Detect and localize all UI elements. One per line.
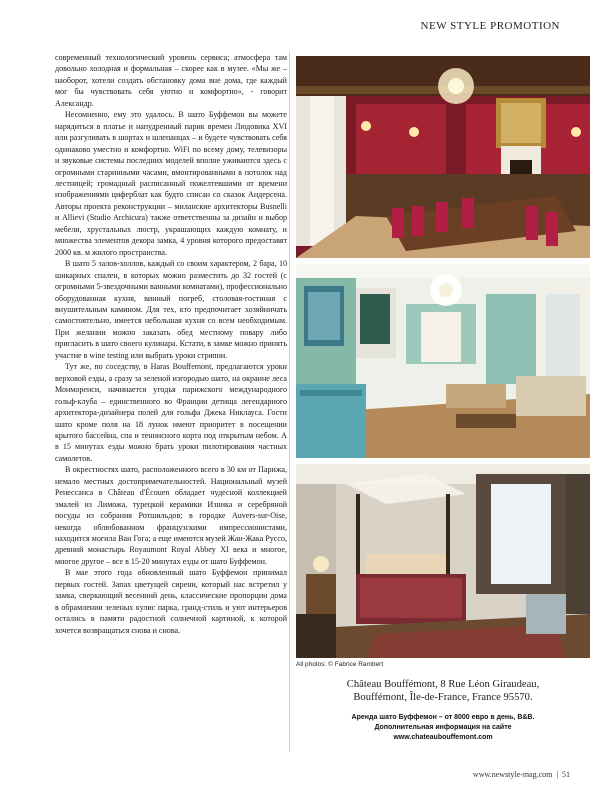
article-paragraph: В окрестностях шато, расположенного всего в 30 км от Парижа, немало местных достопримечательностей. Национальный музей Ренессанса в Château d'Écouen обладает чудесной коллекцией эмалей из Лиможа, турецкой керамики Изника и серебряной посуды из собрания Ротшильдов; в городке Auvers-sur-Oise, некогда облюбованном французскими импрессионистами, находится могила Ван Гога; а еще имеются музей Жан-Жака Руссо, древний монастырь Royaumont Royal Abbey XI века и многое, многое другое – все в 15-20 минутах езды от шато Буффемон. <box>55 465 287 566</box>
page-footer <box>473 770 570 779</box>
dining-room-photo <box>296 56 590 258</box>
article-paragraph: В шато 5 залов-холлов, каждый со своим характером, 2 бара, 10 шикарных спален, в которых можно разместить до 32 гостей (с огромными 5-звездочными ванными комнатами), профессионально оборудованная кухня, винный погреб, столовая-гостиная с внушительным камином. Для тех, кто предпочитает хозяйничать самостоятельно, имеется небольшая кухня со всем необходимым. При желании можно заказать обед местному повару либо пригласить в шато своего кулинара. Кстати, в замке можно принять участие в wine testing или выбрать уроки стряпни. <box>55 259 287 360</box>
column-divider <box>289 52 290 752</box>
bedroom-photo <box>296 464 590 658</box>
article-paragraph: Тут же, по соседству, в Haras Bouffemont, предлагаются уроки верховой езды, а сразу за зеленой изгородью шато, на окраине леса Монморенси, начинается угодья парижского международного гольф-клуба – единственного во Франции детища легендарного архитектора-дизайнера полей для гольфа Джека Никлауса. Гости шато кроме поля на 18 лунок имеют приоритет в посещении крытого бассейна, спа и теннисного корта под открытым небом. А в 15 минутах езды можно брать уроки пилотирования частных самолетов. <box>55 362 287 463</box>
article-paragraph: современный технологический уровень сервиса; атмосфера там довольно холодная и формальная – скорее как в музее. «Мы же – наоборот, хотели создать обстановку дома вне дома, где каждый мог бы чувствовать себя уютно и комфортно», - говорит Александр. <box>55 53 287 108</box>
rental-info-text: Дополнительная информация на сайте <box>374 724 512 731</box>
article-body <box>55 52 287 636</box>
article-paragraph: Несомненно, ему это удалось. В шато Буффемон вы можете нарядиться в платье и напудренный парик времен Людовика XVI или разгуливать в шортах и шлепанцах – и будете чувствовать себя одинаково уместно и комфортно. WiFi по всему дому, телевизоры и звуковые системы последних моделей вполне уживаются здесь с огромными старинными часами, вмонтированными в потолок над лестницей; громадный расписанный пожелтевшими от времени изображениями циферблат как будто списан со сказок Андерсена. Авторы проекта реконструкции – миланские архитекторы Busnelli и Allievi (Studio Archicura) также ответственны за дизайн и выбор мебели, хрустальных люстр, украшающих каждую комнату, и множества элементов декора замка, 4 уровня которого предоставят 2000 кв. м жилого пространства. <box>55 110 287 257</box>
address-line: Bouffémont, Île-de-France, France 95570. <box>353 692 533 703</box>
chateau-address <box>296 678 590 704</box>
article-paragraph: В мае этого года обновленный шато Буффемон принимал первых гостей. Запах цветущей сирени, который нас встретил у замка, сверкающий весенний день, классические пропорции дома в обрамлении зеленых кулис парка, гранд-стиль и уют интерьеров остались в памяти радостной солнечной картиной, к которой хочется возвращаться снова и снова. <box>55 568 287 635</box>
footer-site-link[interactable]: www.newstyle-mag.com <box>472 770 553 779</box>
page-number: 51 <box>562 770 570 779</box>
rental-website-link[interactable]: www.chateaubouffemont.com <box>393 734 493 741</box>
photo-credit: All photos: © Fabrice Rambert <box>296 661 384 668</box>
section-header: NEW STYLE PROMOTION <box>420 20 560 32</box>
address-line: Château Bouffémont, 8 Rue Léon Giraudeau, <box>346 679 540 690</box>
footer-separator: | <box>556 770 558 779</box>
rental-info <box>296 713 590 743</box>
rental-price: Аренда шато Буффемон – от 8000 евро в день, B&B. <box>351 714 535 721</box>
salon-photo <box>296 264 590 458</box>
